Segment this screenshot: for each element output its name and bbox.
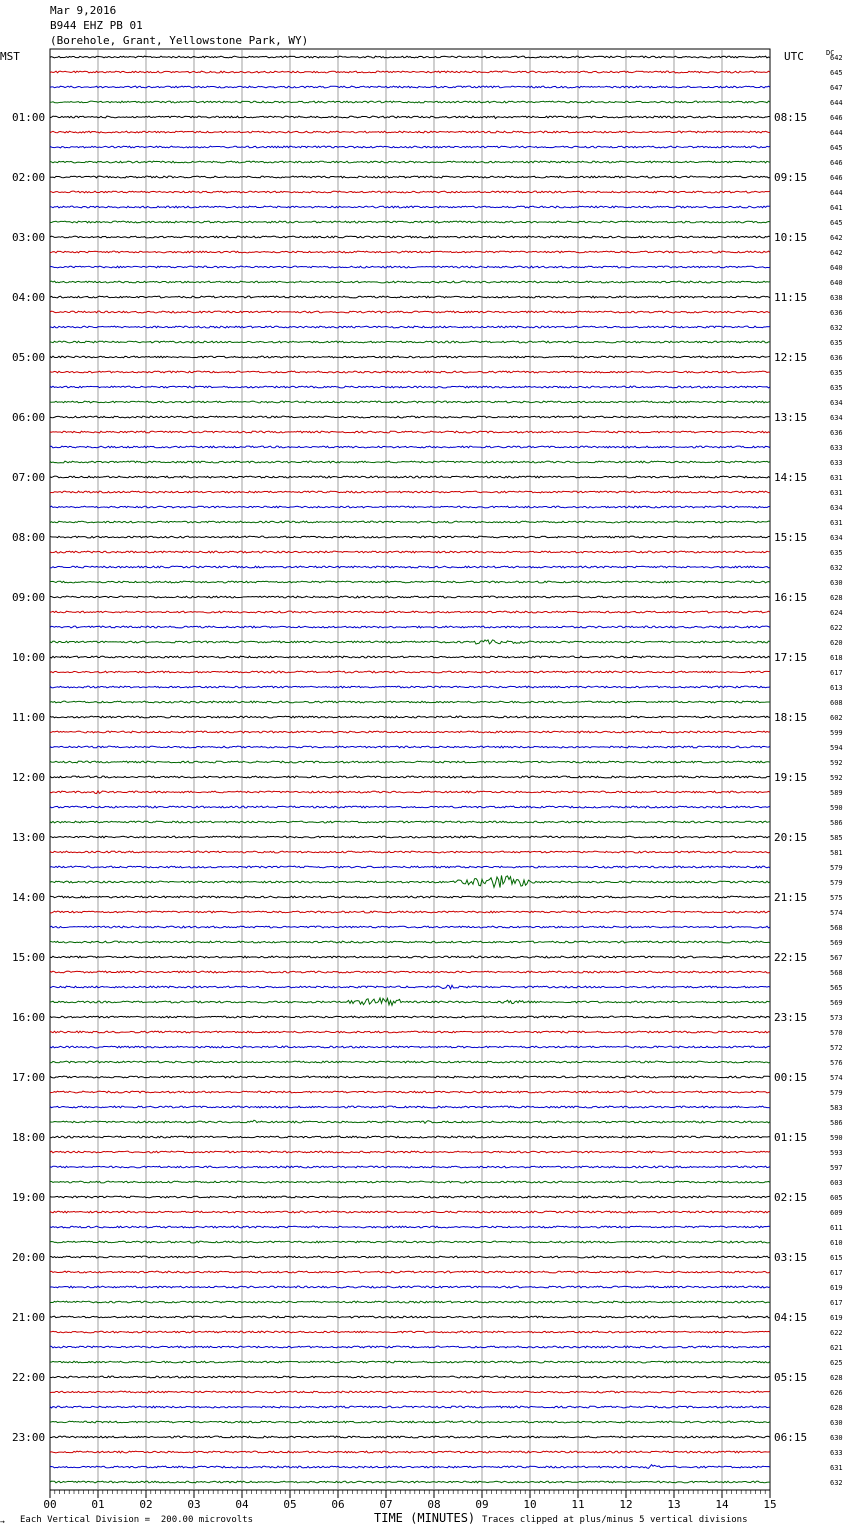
- left-hour-label: 21:00: [12, 1311, 46, 1324]
- dc-offset-label: 569: [830, 939, 843, 947]
- seismic-trace: [50, 236, 770, 238]
- dc-offset-label: 590: [830, 804, 843, 812]
- seismic-trace: [50, 1016, 770, 1018]
- dc-offset-label: 633: [830, 459, 843, 467]
- seismic-trace: [50, 1166, 770, 1168]
- left-hour-label: 17:00: [12, 1071, 46, 1084]
- dc-offset-label: 613: [830, 684, 843, 692]
- seismic-trace: [50, 1286, 770, 1288]
- right-hour-label: 03:15: [774, 1251, 808, 1264]
- dc-offset-label: 609: [830, 1209, 843, 1217]
- dc-offset-label: 622: [830, 1329, 843, 1337]
- dc-offset-label: 630: [830, 579, 843, 587]
- seismic-trace: [50, 1451, 770, 1453]
- seismic-trace: [50, 176, 770, 178]
- dc-offset-label: 638: [830, 294, 843, 302]
- vertical-scale-note: Each Vertical Division = 200.00 microvolts: [20, 1515, 253, 1525]
- dc-offset-label: 630: [830, 1434, 843, 1442]
- seismic-trace: [50, 731, 770, 733]
- seismic-trace: [50, 716, 770, 718]
- dc-offset-label: 628: [830, 594, 843, 602]
- dc-offset-label: 593: [830, 1149, 843, 1157]
- seismic-trace: [50, 611, 770, 613]
- seismic-trace: [50, 1241, 770, 1243]
- right-hour-label: 16:15: [774, 591, 808, 604]
- dc-offset-label: 576: [830, 1059, 843, 1067]
- seismic-trace: [50, 1226, 770, 1228]
- seismic-trace: [50, 806, 770, 808]
- left-hour-label: 23:00: [12, 1431, 46, 1444]
- seismic-trace: [50, 476, 770, 478]
- seismic-trace: [50, 971, 770, 973]
- seismic-trace: [50, 1346, 770, 1348]
- seismic-trace: [50, 56, 770, 58]
- seismic-trace: [50, 566, 770, 568]
- seismic-trace: [50, 1421, 770, 1423]
- seismic-trace: [50, 1091, 770, 1093]
- dc-offset-label: 589: [830, 789, 843, 797]
- dc-offset-label: 619: [830, 1284, 843, 1292]
- dc-offset-label: 583: [830, 1104, 843, 1112]
- dc-offset-label: 608: [830, 699, 843, 707]
- left-hour-label: 18:00: [12, 1131, 46, 1144]
- x-tick-label: 02: [139, 1498, 153, 1511]
- left-hour-label: 08:00: [12, 531, 46, 544]
- scale-arrow-icon: →: [0, 1517, 5, 1526]
- dc-offset-label: 631: [830, 474, 843, 482]
- seismic-trace: [50, 1465, 770, 1469]
- x-tick-label: 14: [715, 1498, 729, 1511]
- x-tick-label: 07: [379, 1498, 393, 1511]
- clip-note: Traces clipped at plus/minus 5 vertical divisions: [482, 1515, 748, 1525]
- left-hour-label: 22:00: [12, 1371, 46, 1384]
- seismic-trace: [50, 251, 770, 253]
- dc-offset-label: 632: [830, 1479, 843, 1487]
- dc-offset-label: 625: [830, 1359, 843, 1367]
- seismic-trace: [50, 131, 770, 133]
- dc-offset-label: 581: [830, 849, 843, 857]
- dc-offset-label: 647: [830, 84, 843, 92]
- seismic-trace: [50, 851, 770, 853]
- dc-offset-label: 617: [830, 669, 843, 677]
- seismic-trace: [50, 1061, 770, 1063]
- dc-offset-label: 565: [830, 984, 843, 992]
- right-hour-label: 04:15: [774, 1311, 808, 1324]
- seismic-trace: [50, 956, 770, 958]
- seismic-trace: [50, 1211, 770, 1213]
- dc-offset-label: 634: [830, 399, 843, 407]
- seismic-trace: [50, 626, 770, 628]
- x-tick-label: 08: [427, 1498, 441, 1511]
- right-hour-label: 09:15: [774, 171, 808, 184]
- dc-offset-label: 644: [830, 99, 843, 107]
- seismic-trace: [50, 1136, 770, 1138]
- seismic-trace: [50, 926, 770, 928]
- left-hour-label: 16:00: [12, 1011, 46, 1024]
- seismic-trace: [50, 311, 770, 313]
- seismic-trace: [50, 866, 770, 868]
- dc-offset-label: 640: [830, 279, 843, 287]
- left-hour-label: 06:00: [12, 411, 46, 424]
- seismic-trace: [50, 836, 770, 838]
- seismic-trace: [50, 416, 770, 418]
- right-hour-label: 17:15: [774, 651, 808, 664]
- dc-offset-label: 579: [830, 879, 843, 887]
- seismic-trace: [50, 985, 770, 989]
- left-hour-label: 12:00: [12, 771, 46, 784]
- dc-offset-label: 621: [830, 1344, 843, 1352]
- dc-offset-label: 645: [830, 144, 843, 152]
- seismic-trace: [50, 746, 770, 748]
- seismic-trace: [50, 116, 770, 118]
- seismic-trace: [50, 1301, 770, 1303]
- seismic-trace: [50, 686, 770, 688]
- dc-offset-label: 620: [830, 639, 843, 647]
- seismic-trace: [50, 386, 770, 388]
- x-tick-label: 15: [763, 1498, 777, 1511]
- seismic-trace: [50, 875, 770, 887]
- dc-offset-label: 570: [830, 1029, 843, 1037]
- right-hour-label: 10:15: [774, 231, 808, 244]
- seismic-trace: [50, 911, 770, 913]
- seismic-trace: [50, 341, 770, 343]
- right-hour-label: 15:15: [774, 531, 808, 544]
- dc-offset-label: 631: [830, 1464, 843, 1472]
- x-tick-label: 10: [523, 1498, 537, 1511]
- dc-offset-label: 579: [830, 864, 843, 872]
- x-tick-label: 11: [571, 1498, 585, 1511]
- seismic-trace: [50, 1436, 770, 1438]
- dc-offset-label: 633: [830, 1449, 843, 1457]
- left-hour-label: 03:00: [12, 231, 46, 244]
- station-location: (Borehole, Grant, Yellowstone Park, WY): [50, 34, 309, 47]
- dc-offset-label: 618: [830, 654, 843, 662]
- dc-offset-label: 634: [830, 504, 843, 512]
- left-hour-label: 04:00: [12, 291, 46, 304]
- seismic-trace: [50, 1120, 770, 1123]
- dc-offset-label: 645: [830, 69, 843, 77]
- seismic-trace: [50, 1256, 770, 1258]
- dc-offset-label: 567: [830, 954, 843, 962]
- dc-offset-label: 597: [830, 1164, 843, 1172]
- dc-offset-label: 594: [830, 744, 843, 752]
- dc-offset-label: 631: [830, 519, 843, 527]
- seismic-trace: [50, 1046, 770, 1048]
- right-hour-label: 22:15: [774, 951, 808, 964]
- dc-offset-label: 573: [830, 1014, 843, 1022]
- x-tick-label: 01: [91, 1498, 105, 1511]
- right-hour-label: 19:15: [774, 771, 808, 784]
- dc-offset-label: 626: [830, 1389, 843, 1397]
- dc-offset-label: 635: [830, 339, 843, 347]
- seismic-trace: [50, 776, 770, 778]
- dc-offset-label: 636: [830, 429, 843, 437]
- seismic-trace: [50, 761, 770, 763]
- dc-offset-label: 568: [830, 924, 843, 932]
- right-hour-label: 06:15: [774, 1431, 808, 1444]
- right-hour-label: 13:15: [774, 411, 808, 424]
- seismic-trace: [50, 461, 770, 463]
- seismic-trace: [50, 71, 770, 73]
- seismic-trace: [50, 506, 770, 508]
- dc-offset-label: 585: [830, 834, 843, 842]
- x-tick-label: 13: [667, 1498, 681, 1511]
- seismic-trace: [50, 640, 770, 644]
- left-hour-label: 11:00: [12, 711, 46, 724]
- seismic-trace: [50, 266, 770, 268]
- dc-offset-label: 628: [830, 1404, 843, 1412]
- seismic-trace: [50, 161, 770, 163]
- left-hour-label: 05:00: [12, 351, 46, 364]
- dc-offset-label: 617: [830, 1269, 843, 1277]
- seismic-trace: [50, 296, 770, 298]
- seismic-trace: [50, 1376, 770, 1378]
- dc-offset-label: 634: [830, 534, 843, 542]
- dc-offset-label: 605: [830, 1194, 843, 1202]
- right-hour-label: 01:15: [774, 1131, 808, 1144]
- seismic-trace: [50, 998, 770, 1005]
- right-hour-label: 12:15: [774, 351, 808, 364]
- seismic-trace: [50, 101, 770, 103]
- dc-offset-label: 602: [830, 714, 843, 722]
- x-tick-label: 03: [187, 1498, 201, 1511]
- dc-offset-label: 615: [830, 1254, 843, 1262]
- seismic-trace: [50, 1331, 770, 1333]
- dc-offset-label: 617: [830, 1299, 843, 1307]
- seismic-trace: [50, 1361, 770, 1363]
- dc-offset-label: 646: [830, 114, 843, 122]
- dc-offset-label: 610: [830, 1239, 843, 1247]
- x-tick-label: 06: [331, 1498, 345, 1511]
- seismic-trace: [50, 821, 770, 823]
- seismic-trace: [50, 1076, 770, 1078]
- dc-offset-label: 632: [830, 324, 843, 332]
- seismic-trace: [50, 1481, 770, 1483]
- right-hour-label: 00:15: [774, 1071, 808, 1084]
- seismic-trace: [50, 1406, 770, 1408]
- seismic-trace: [50, 221, 770, 223]
- seismic-trace: [50, 941, 770, 943]
- seismic-trace: [50, 281, 770, 283]
- seismic-trace: [50, 1031, 770, 1033]
- right-hour-label: 20:15: [774, 831, 808, 844]
- right-hour-label: 11:15: [774, 291, 808, 304]
- dc-offset-label: 636: [830, 354, 843, 362]
- seismic-trace: [50, 551, 770, 553]
- dc-offset-label: 635: [830, 369, 843, 377]
- dc-offset-label: 636: [830, 309, 843, 317]
- right-hour-label: 08:15: [774, 111, 808, 124]
- dc-offset-header: DC: [826, 49, 835, 57]
- plot-date: Mar 9,2016: [50, 4, 117, 17]
- left-timezone-label: MST: [0, 50, 20, 63]
- seismic-trace: [50, 671, 770, 673]
- dc-offset-label: 574: [830, 909, 843, 917]
- dc-offset-label: 641: [830, 204, 843, 212]
- dc-offset-label: 586: [830, 819, 843, 827]
- seismic-trace: [50, 656, 770, 658]
- dc-offset-label: 635: [830, 384, 843, 392]
- left-hour-label: 14:00: [12, 891, 46, 904]
- plot-frame: [50, 49, 770, 1490]
- dc-offset-label: 579: [830, 1089, 843, 1097]
- dc-offset-label: 592: [830, 759, 843, 767]
- dc-offset-label: 635: [830, 549, 843, 557]
- dc-offset-label: 640: [830, 264, 843, 272]
- right-hour-label: 23:15: [774, 1011, 808, 1024]
- dc-offset-label: 644: [830, 189, 843, 197]
- dc-offset-label: 645: [830, 219, 843, 227]
- dc-offset-label: 599: [830, 729, 843, 737]
- dc-offset-label: 646: [830, 159, 843, 167]
- dc-offset-label: 568: [830, 969, 843, 977]
- seismic-trace: [50, 356, 770, 358]
- seismic-trace: [50, 191, 770, 193]
- right-hour-label: 05:15: [774, 1371, 808, 1384]
- seismic-trace: [50, 1106, 770, 1108]
- right-hour-label: 18:15: [774, 711, 808, 724]
- left-hour-label: 09:00: [12, 591, 46, 604]
- dc-offset-label: 624: [830, 609, 843, 617]
- seismic-trace: [50, 701, 770, 703]
- seismic-trace: [50, 1316, 770, 1318]
- seismic-trace: [50, 536, 770, 538]
- left-hour-label: 07:00: [12, 471, 46, 484]
- seismic-trace: [50, 1151, 770, 1153]
- seismic-trace: [50, 1181, 770, 1183]
- x-tick-label: 09: [475, 1498, 489, 1511]
- dc-offset-label: 628: [830, 1374, 843, 1382]
- seismic-trace: [50, 521, 770, 523]
- dc-offset-label: 634: [830, 414, 843, 422]
- dc-offset-label: 642: [830, 234, 843, 242]
- seismic-trace: [50, 491, 770, 493]
- dc-offset-label: 592: [830, 774, 843, 782]
- dc-offset-label: 644: [830, 129, 843, 137]
- seismic-trace: [50, 206, 770, 208]
- dc-offset-label: 631: [830, 489, 843, 497]
- dc-offset-label: 572: [830, 1044, 843, 1052]
- x-tick-label: 04: [235, 1498, 249, 1511]
- seismic-trace: [50, 146, 770, 148]
- x-tick-label: 00: [43, 1498, 57, 1511]
- dc-offset-label: 574: [830, 1074, 843, 1082]
- left-hour-label: 19:00: [12, 1191, 46, 1204]
- right-hour-label: 21:15: [774, 891, 808, 904]
- dc-offset-label: 603: [830, 1179, 843, 1187]
- x-axis-title: TIME (MINUTES): [374, 1511, 476, 1525]
- dc-offset-label: 611: [830, 1224, 843, 1232]
- dc-offset-label: 646: [830, 174, 843, 182]
- seismic-trace: [50, 371, 770, 373]
- seismic-trace: [50, 86, 770, 88]
- dc-offset-label: 575: [830, 894, 843, 902]
- dc-offset-label: 630: [830, 1419, 843, 1427]
- left-hour-label: 02:00: [12, 171, 46, 184]
- left-hour-label: 13:00: [12, 831, 46, 844]
- seismic-trace: [50, 1271, 770, 1273]
- left-hour-label: 01:00: [12, 111, 46, 124]
- left-hour-label: 15:00: [12, 951, 46, 964]
- dc-offset-label: 590: [830, 1134, 843, 1142]
- seismic-trace: [50, 896, 770, 898]
- seismic-trace: [50, 596, 770, 598]
- dc-offset-label: 622: [830, 624, 843, 632]
- right-timezone-label: UTC: [784, 50, 804, 63]
- station-code: B944 EHZ PB 01: [50, 19, 143, 32]
- seismic-trace: [50, 791, 770, 794]
- right-hour-label: 14:15: [774, 471, 808, 484]
- seismic-trace: [50, 326, 770, 328]
- seismic-trace: [50, 581, 770, 583]
- dc-offset-label: 642: [830, 249, 843, 257]
- dc-offset-label: 569: [830, 999, 843, 1007]
- seismic-trace: [50, 1196, 770, 1198]
- left-hour-label: 20:00: [12, 1251, 46, 1264]
- right-hour-label: 02:15: [774, 1191, 808, 1204]
- seismic-trace: [50, 431, 770, 433]
- dc-offset-label: 633: [830, 444, 843, 452]
- x-tick-label: 12: [619, 1498, 633, 1511]
- dc-offset-label: 619: [830, 1314, 843, 1322]
- dc-offset-label: 586: [830, 1119, 843, 1127]
- left-hour-label: 10:00: [12, 651, 46, 664]
- x-tick-label: 05: [283, 1498, 297, 1511]
- seismic-trace: [50, 1391, 770, 1393]
- dc-offset-label: 632: [830, 564, 843, 572]
- seismic-trace: [50, 401, 770, 403]
- seismic-trace: [50, 446, 770, 448]
- dc-offset-label: 642: [830, 54, 843, 62]
